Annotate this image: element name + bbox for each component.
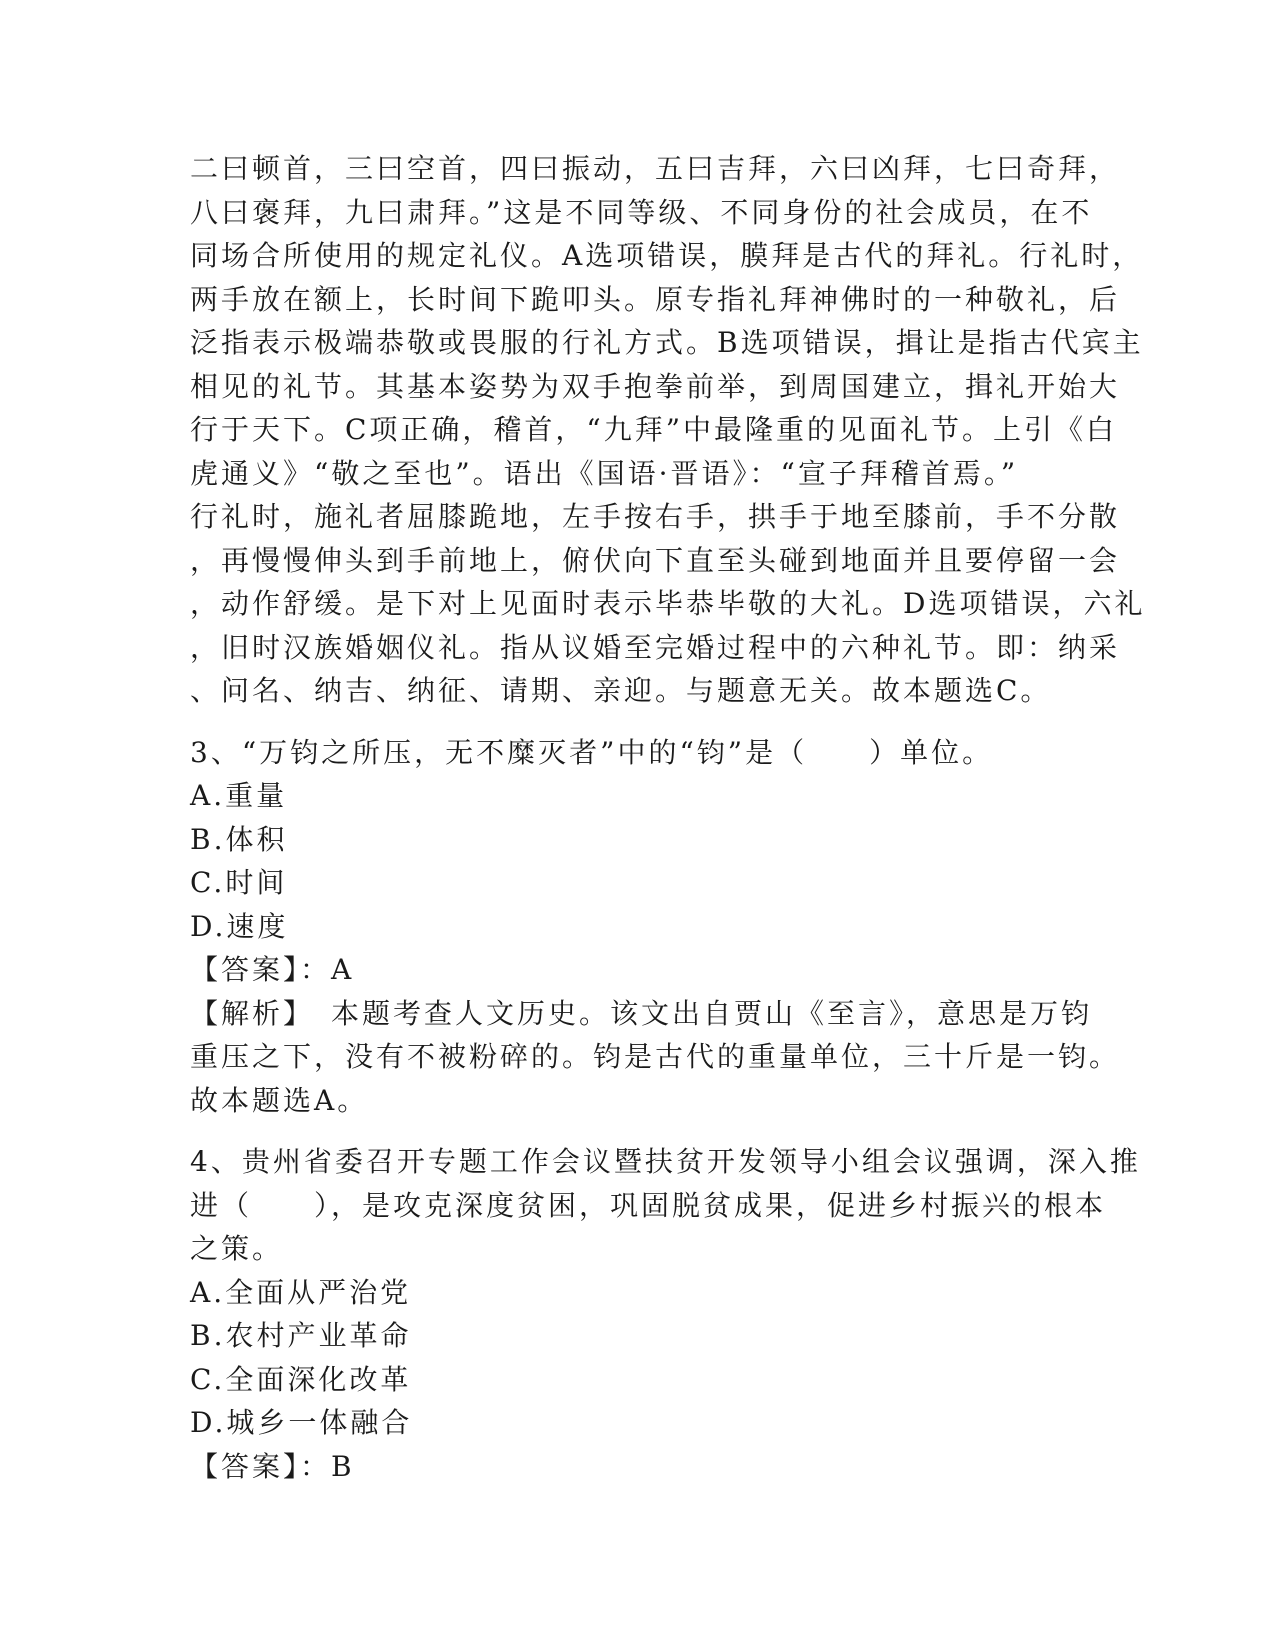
text-line: ，再慢慢伸头到手前地上，俯伏向下直至头碰到地面并且要停留一会 (190, 543, 1121, 577)
option-d: D.城乡一体融合 (190, 1406, 413, 1439)
option-b: B.农村产业革命 (190, 1319, 412, 1352)
question-stem: 4、贵州省委召开专题工作会议暨扶贫开发领导小组会议强调，深入推 (190, 1145, 1141, 1178)
analysis-line: 【解析】 本题考查人文历史。该文出自贾山《至言》，意思是万钧 (190, 996, 1093, 1030)
answer-line: 【答案】：B (190, 1449, 355, 1483)
spacer (190, 1122, 1090, 1140)
question-4 (190, 1140, 1141, 1488)
option-c: C.时间 (190, 866, 288, 899)
question-stem: 3、“万钧之所压，无不糜灭者”中的“钧”是（ ）单位。 (190, 735, 994, 769)
analysis-line: 故本题选A。 (190, 1083, 369, 1117)
option-a: A.重量 (190, 779, 288, 812)
answer-line: 【答案】：A (190, 953, 355, 986)
text-line: 八曰褒拜，九曰肃拜。”这是不同等级、不同身份的社会成员，在不 (190, 195, 1093, 229)
text-line: 相见的礼节。其基本姿势为双手抱拳前举，到周国建立，揖礼开始大 (190, 369, 1121, 403)
text-line: 二曰顿首，三曰空首，四曰振动，五曰吉拜，六曰凶拜，七曰奇拜， (190, 152, 1121, 185)
document-page (190, 147, 1146, 1488)
option-a: A.全面从严治党 (190, 1275, 412, 1309)
text-line: 泛指表示极端恭敬或畏服的行礼方式。B选项错误，揖让是指古代宾主 (190, 326, 1144, 359)
text-line: 行礼时，施礼者屈膝跪地，左手按右手，拱手于地至膝前，手不分散 (190, 500, 1121, 533)
text-line: ，旧时汉族婚姻仪礼。指从议婚至完婚过程中的六种礼节。即：纳采 (190, 630, 1121, 664)
question-stem: 之策。 (190, 1232, 284, 1265)
text-line: 两手放在额上，长时间下跪叩头。原专指礼拜神佛时的一种敬礼，后 (190, 282, 1121, 316)
option-b: B.体积 (190, 822, 288, 856)
text-line: 虎通义》“敬之至也”。语出《国语·晋语》：“宣子拜稽首焉。” (190, 456, 1019, 490)
option-d: D.速度 (190, 909, 289, 943)
text-line: 行于天下。C项正确，稽首，“九拜”中最隆重的见面礼节。上引《白 (190, 413, 1118, 446)
text-line: 同场合所使用的规定礼仪。A选项错误，膜拜是古代的拜礼。行礼时， (190, 239, 1144, 272)
explanation-q2 (190, 147, 1146, 713)
question-stem: 进（ ），是攻克深度贫困，巩固脱贫成果，促进乡村振兴的根本 (190, 1188, 1107, 1222)
text-line: 、问名、纳吉、纳征、请期、亲迎。与题意无关。故本题选C。 (190, 674, 1052, 707)
analysis-line: 重压之下，没有不被粉碎的。钧是古代的重量单位，三十斤是一钧。 (190, 1040, 1121, 1073)
spacer (190, 713, 1090, 731)
text-line: ，动作舒缓。是下对上见面时表示毕恭毕敬的大礼。D选项错误，六礼 (190, 587, 1146, 620)
question-3 (190, 731, 1121, 1123)
option-c: C.全面深化改革 (190, 1362, 412, 1396)
